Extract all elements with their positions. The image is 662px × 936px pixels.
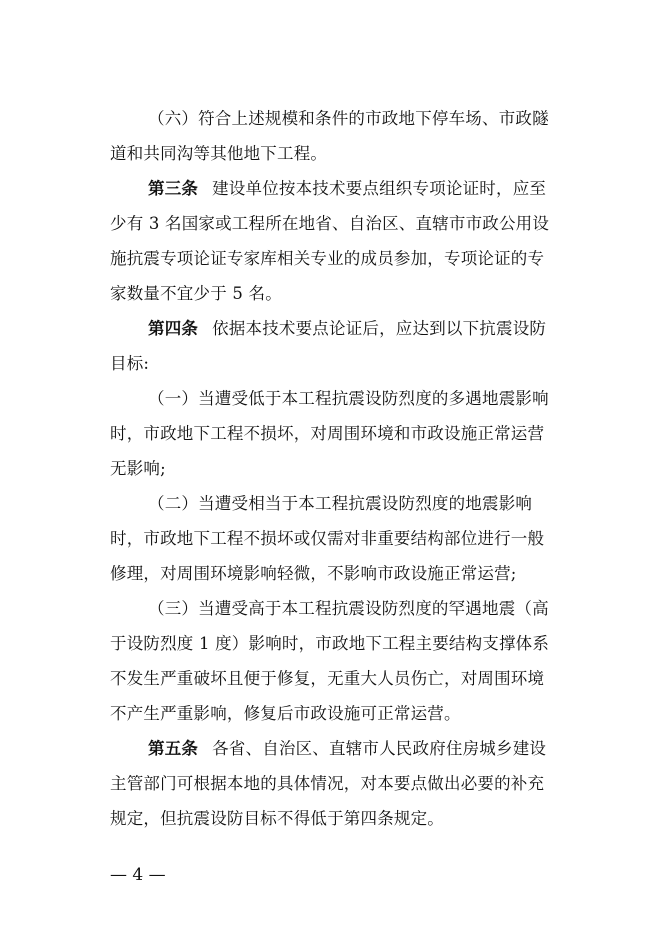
line-text: 主管部门可根据本地的具体情况，对本要点做出必要的补充 bbox=[110, 774, 545, 793]
article-5-line bbox=[148, 738, 560, 760]
line-text: （一）当遭受低于本工程抗震设防烈度的多遇地震影响 bbox=[148, 389, 549, 408]
line-text: 时，市政地下工程不损坏或仅需对非重要结构部位进行一般 bbox=[110, 529, 545, 548]
line-text: 道和共同沟等其他地下工程。 bbox=[110, 144, 328, 163]
line-text: 不产生严重影响，修复后市政设施可正常运营。 bbox=[110, 704, 461, 723]
line-text: （六）符合上述规模和条件的市政地下停车场、市政隧 bbox=[148, 109, 549, 128]
paragraph-line bbox=[110, 423, 560, 445]
paragraph-line bbox=[110, 458, 560, 480]
line-text: （二）当遭受相当于本工程抗震设防烈度的地震影响 bbox=[148, 494, 533, 513]
line-text: 依据本技术要点论证后，应达到以下抗震设防 bbox=[212, 319, 547, 338]
article-heading: 第五条 bbox=[148, 739, 199, 758]
line-text: 修理，对周围环境影响轻微，不影响市政设施正常运营; bbox=[110, 564, 517, 583]
line-text: 家数量不宜少于 5 名。 bbox=[110, 284, 282, 303]
line-text: 施抗震专项论证专家库相关专业的成员参加，专项论证的专 bbox=[110, 249, 545, 268]
line-text: 少有 3 名国家或工程所在地省、自治区、直辖市市政公用设 bbox=[110, 214, 550, 233]
line-text: （三）当遭受高于本工程抗震设防烈度的罕遇地震（高 bbox=[148, 599, 549, 618]
paragraph-line bbox=[148, 598, 560, 620]
paragraph-line bbox=[110, 248, 560, 270]
article-4-line bbox=[148, 318, 560, 340]
paragraph-line bbox=[110, 668, 560, 690]
paragraph-line bbox=[110, 563, 560, 585]
line-text: 建设单位按本技术要点组织专项论证时，应至 bbox=[212, 179, 547, 198]
line-text: 无影响; bbox=[110, 459, 166, 478]
article-heading: 第三条 bbox=[148, 179, 199, 198]
article-3-line bbox=[148, 178, 560, 200]
article-heading: 第四条 bbox=[148, 319, 199, 338]
paragraph-line bbox=[148, 108, 560, 130]
paragraph-line bbox=[110, 773, 560, 795]
line-text: 各省、自治区、直辖市人民政府住房城乡建设 bbox=[212, 739, 547, 758]
paragraph-line bbox=[110, 283, 560, 305]
paragraph-line bbox=[110, 528, 560, 550]
paragraph-line bbox=[110, 633, 560, 655]
line-text: 目标: bbox=[110, 354, 150, 373]
paragraph-line bbox=[148, 493, 560, 515]
line-text: 规定，但抗震设防目标不得低于第四条规定。 bbox=[110, 809, 444, 828]
page-number: — 4 — bbox=[110, 865, 166, 885]
paragraph-line bbox=[110, 808, 560, 830]
paragraph-line bbox=[110, 213, 560, 235]
line-text: 时，市政地下工程不损坏，对周围环境和市政设施正常运营 bbox=[110, 424, 545, 443]
paragraph-line bbox=[110, 143, 560, 165]
line-text: 不发生严重破坏且便于修复，无重大人员伤亡，对周围环境 bbox=[110, 669, 545, 688]
paragraph-line bbox=[110, 703, 560, 725]
paragraph-line bbox=[110, 353, 560, 375]
line-text: 于设防烈度 1 度）影响时，市政地下工程主要结构支撑体系 bbox=[110, 634, 550, 653]
paragraph-line bbox=[148, 388, 560, 410]
